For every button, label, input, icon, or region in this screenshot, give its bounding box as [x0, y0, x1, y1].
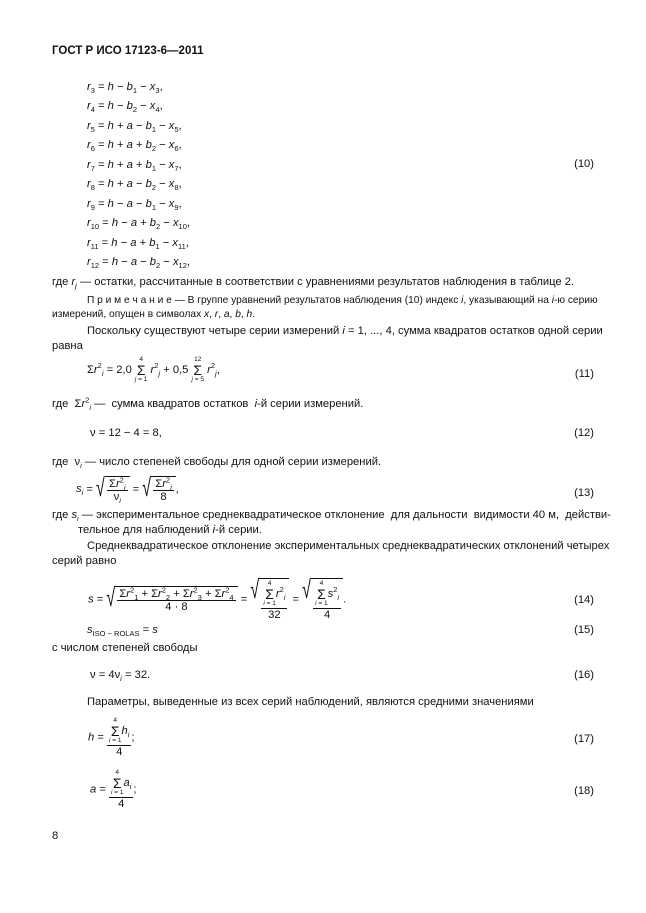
params-text: Параметры, выведенные из всех серий наблюдений, являются средними значениями: [87, 696, 534, 708]
eq10-line-2: $r_4 = h - b_2 - x_4$,: [87, 100, 163, 115]
eq10-line-3: $r_5 = h + a - b_1 - x_5$,: [87, 120, 182, 135]
where-si-line-1: где $s_i$ — экспериментальное среднеквадратическое отклонение для дальности видимости 40 м, действи-: [52, 509, 611, 524]
eq15: $s_{ISO - ROLAS} = s$: [87, 624, 158, 639]
eq10-line-7: $r_9 = h - a - b_1 - x_9$,: [87, 198, 182, 213]
since-line-2: равна: [52, 340, 83, 352]
eq16: $\nu = 4\nu_i = 32$.: [90, 669, 151, 684]
note-line-1: П р и м е ч а н и е — В группе уравнений результатов наблюдения (10) индекс i, указывающий на i-ю серию: [87, 295, 598, 306]
eq10-line-10: $r_{12} = h - a - b_2 - x_{12}$,: [87, 256, 190, 271]
eq13: $s_i$ = √ $\frac{\Sigma r^2_i}{\nu_i}$ = √ $\frac{\Sigma r^2_i}{8}$ ,: [76, 476, 179, 503]
eq14: s = √ $\frac{\Sigma r^2_1 + \Sigma r^2_2 + \Sigma r^2_3 + \Sigma r^2_4}{4 \cdot 8}$ = √ 4 Σ i = 1 $r^2_i$ 32 = √ 4 Σ i = 1 $s^2_i$ 4 .: [88, 578, 346, 621]
eq13-number: (13): [574, 487, 594, 499]
eq11-number: (11): [574, 368, 594, 380]
eq10-line-5: $r_7 = h + a + b_1 - x_7$,: [87, 159, 182, 174]
eq10-line-8: $r_{10} = h - a + b_2 - x_{10}$,: [87, 217, 190, 232]
stdev-line-2: серий равно: [52, 555, 117, 567]
note-line-2: измерений, опущен в символах x, r, a, b, h.: [52, 309, 256, 320]
stdev-line-1: Среднеквадратическое отклонение экспериментальных среднеквадратических отклонений четырех: [87, 540, 610, 552]
eq10-line-9: $r_{11} = h - a + b_1 - x_{11}$,: [87, 237, 189, 252]
eq10-line-6: $r_8 = h + a - b_2 - x_8$,: [87, 178, 182, 193]
dof-text: с числом степеней свободы: [52, 642, 198, 654]
eq17-number: (17): [574, 733, 594, 745]
page-header: ГОСТ Р ИСО 17123-6—2011: [52, 45, 204, 57]
eq10-line-4: $r_6 = h + a + b_2 - x_6$,: [87, 139, 182, 154]
where-sum-text: где $\Sigma r^2_i$ — сумма квадратов остатков i-й серии измерений.: [52, 395, 364, 413]
eq14-number: (14): [574, 594, 594, 606]
eq17: h = 4 Σ i = 1 $h_i$ 4 ;: [88, 717, 135, 758]
where-nu-text: где $\nu_i$ — число степеней свободы для одной серии измерений.: [52, 456, 382, 471]
eq12-number: (12): [574, 427, 594, 439]
eq11: $\Sigma r^2_i = 2,0$ 4 Σ j = 1 $r^2_j + 0,5$ 12 Σ j = 5 $r^2_j$,: [87, 356, 220, 383]
eq15-number: (15): [574, 624, 594, 636]
eq18: a = 4 Σ i = 1 $a_i$ 4 ;: [90, 769, 137, 810]
eq10-number: (10): [574, 158, 594, 170]
eq10-line-1: $r_3 = h - b_1 - x_3$,: [87, 81, 163, 96]
where-rj-text: где $r_j$ — остатки, рассчитанные в соответствии с уравнениями результатов наблюдения в таблице 2.: [52, 276, 575, 291]
eq16-number: (16): [574, 669, 594, 681]
since-line-1: Поскольку существуют четыре серии измерений i = 1, ..., 4, сумма квадратов остатков одной серии: [87, 325, 603, 337]
where-si-line-2: тельное для наблюдений i-й серии.: [78, 524, 262, 536]
page-number: 8: [52, 830, 59, 842]
eq18-number: (18): [574, 785, 594, 797]
eq12: ν = 12 − 4 = 8,: [90, 427, 162, 439]
